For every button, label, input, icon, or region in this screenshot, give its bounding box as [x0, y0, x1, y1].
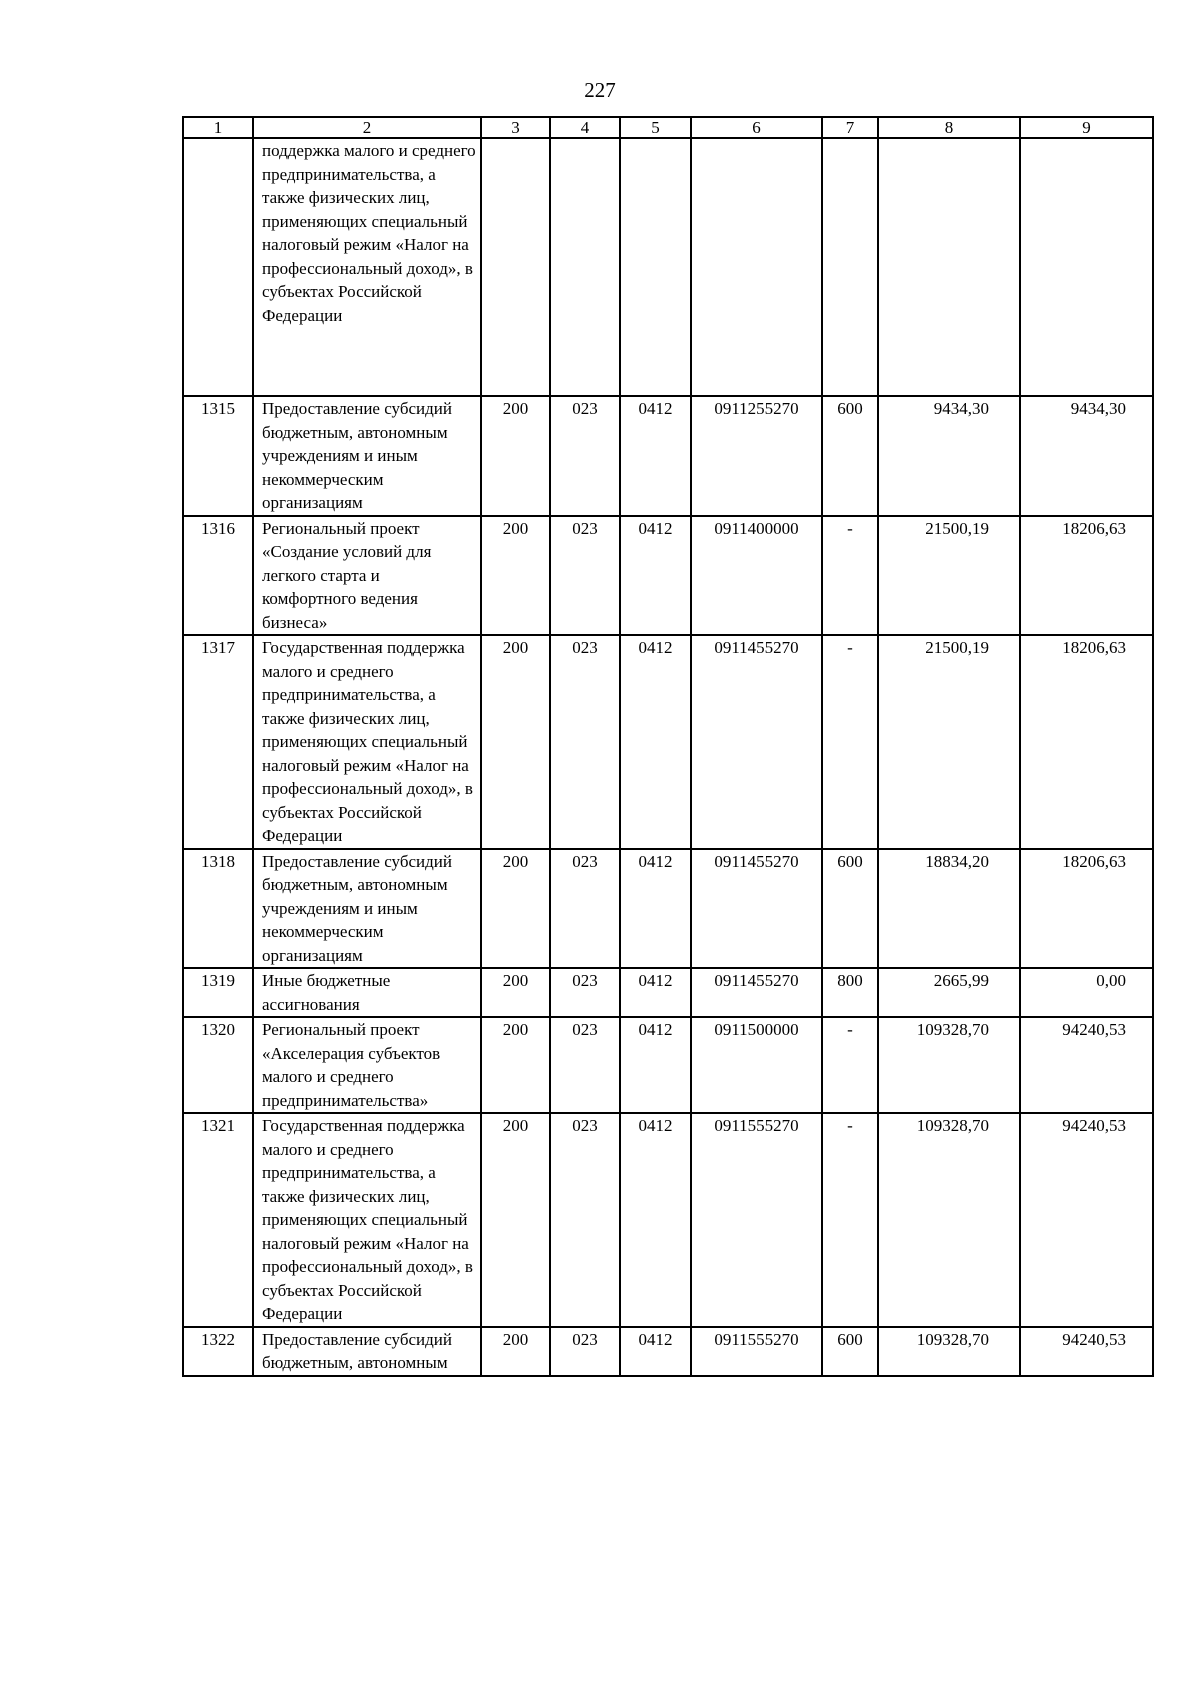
- row-number: 1317: [183, 635, 253, 849]
- code-col3: [481, 138, 550, 396]
- amount-col8: 109328,70: [878, 1113, 1020, 1327]
- column-header: 6: [691, 117, 822, 138]
- code-col4: 023: [550, 396, 620, 516]
- code-col5: 0412: [620, 849, 691, 969]
- column-header: 2: [253, 117, 481, 138]
- budget-table: [182, 116, 1154, 1377]
- code-col5: 0412: [620, 1113, 691, 1327]
- amount-col8: 18834,20: [878, 849, 1020, 969]
- amount-col9: [1020, 138, 1153, 396]
- column-header: 4: [550, 117, 620, 138]
- code-col6: 0911400000: [691, 516, 822, 636]
- item-name: Региональный проект «Создание условий для легкого старта и комфортного ведения бизнеса»: [253, 516, 481, 636]
- code-col4: 023: [550, 1327, 620, 1376]
- code-col7: 800: [822, 968, 878, 1017]
- code-col3: 200: [481, 849, 550, 969]
- amount-col9: 18206,63: [1020, 849, 1153, 969]
- item-name: Государственная поддержка малого и среднего предпринимательства, а также физических лиц, применяющих специальный налоговый режим «Налог на профессиональный доход», в субъектах Российской Федерации: [253, 635, 481, 849]
- amount-col8: 21500,19: [878, 635, 1020, 849]
- code-col6: 0911455270: [691, 968, 822, 1017]
- table-row: [183, 1327, 1153, 1376]
- column-header: 9: [1020, 117, 1153, 138]
- code-col3: 200: [481, 1017, 550, 1113]
- table-row: [183, 849, 1153, 969]
- amount-col9: 94240,53: [1020, 1017, 1153, 1113]
- column-header: 8: [878, 117, 1020, 138]
- code-col4: 023: [550, 1113, 620, 1327]
- code-col3: 200: [481, 1327, 550, 1376]
- code-col5: 0412: [620, 968, 691, 1017]
- table-row: [183, 1017, 1153, 1113]
- code-col5: 0412: [620, 1327, 691, 1376]
- amount-col9: 18206,63: [1020, 635, 1153, 849]
- code-col5: 0412: [620, 635, 691, 849]
- item-name: Предоставление субсидий бюджетным, автономным учреждениям и иным некоммерческим организациям: [253, 396, 481, 516]
- code-col7: 600: [822, 1327, 878, 1376]
- row-number: [183, 138, 253, 396]
- code-col4: 023: [550, 849, 620, 969]
- code-col4: [550, 138, 620, 396]
- amount-col9: 9434,30: [1020, 396, 1153, 516]
- amount-col9: 94240,53: [1020, 1113, 1153, 1327]
- amount-col8: [878, 138, 1020, 396]
- column-header: 1: [183, 117, 253, 138]
- item-name: Государственная поддержка малого и среднего предпринимательства, а также физических лиц, применяющих специальный налоговый режим «Налог на профессиональный доход», в субъектах Российской Федерации: [253, 1113, 481, 1327]
- row-number: 1320: [183, 1017, 253, 1113]
- code-col7: 600: [822, 849, 878, 969]
- amount-col9: 18206,63: [1020, 516, 1153, 636]
- code-col6: 0911555270: [691, 1113, 822, 1327]
- item-name: Региональный проект «Акселерация субъектов малого и среднего предпринимательства»: [253, 1017, 481, 1113]
- row-number: 1315: [183, 396, 253, 516]
- code-col7: -: [822, 516, 878, 636]
- code-col5: 0412: [620, 1017, 691, 1113]
- code-col3: 200: [481, 635, 550, 849]
- column-number-row: [183, 117, 1153, 138]
- amount-col8: 21500,19: [878, 516, 1020, 636]
- code-col4: 023: [550, 516, 620, 636]
- amount-col8: 109328,70: [878, 1017, 1020, 1113]
- code-col3: 200: [481, 516, 550, 636]
- code-col5: 0412: [620, 396, 691, 516]
- code-col6: [691, 138, 822, 396]
- code-col5: 0412: [620, 516, 691, 636]
- table-row: [183, 396, 1153, 516]
- code-col5: [620, 138, 691, 396]
- row-number: 1318: [183, 849, 253, 969]
- table-row: [183, 138, 1153, 396]
- code-col4: 023: [550, 1017, 620, 1113]
- code-col4: 023: [550, 968, 620, 1017]
- item-name: Предоставление субсидий бюджетным, автономным: [253, 1327, 481, 1376]
- item-name: Предоставление субсидий бюджетным, автономным учреждениям и иным некоммерческим организациям: [253, 849, 481, 969]
- amount-col9: 0,00: [1020, 968, 1153, 1017]
- code-col6: 0911455270: [691, 849, 822, 969]
- code-col7: -: [822, 1113, 878, 1327]
- column-header: 3: [481, 117, 550, 138]
- code-col6: 0911555270: [691, 1327, 822, 1376]
- column-header: 5: [620, 117, 691, 138]
- item-name: поддержка малого и среднего предпринимательства, а также физических лиц, применяющих специальный налоговый режим «Налог на профессиональный доход», в субъектах Российской Федерации: [253, 138, 481, 396]
- row-number: 1316: [183, 516, 253, 636]
- column-header: 7: [822, 117, 878, 138]
- row-number: 1319: [183, 968, 253, 1017]
- row-number: 1321: [183, 1113, 253, 1327]
- code-col7: -: [822, 635, 878, 849]
- code-col7: 600: [822, 396, 878, 516]
- code-col6: 0911455270: [691, 635, 822, 849]
- amount-col8: 9434,30: [878, 396, 1020, 516]
- code-col4: 023: [550, 635, 620, 849]
- amount-col9: 94240,53: [1020, 1327, 1153, 1376]
- table-row: [183, 968, 1153, 1017]
- page-number: 227: [584, 78, 616, 102]
- code-col3: 200: [481, 1113, 550, 1327]
- amount-col8: 2665,99: [878, 968, 1020, 1017]
- code-col6: 0911255270: [691, 396, 822, 516]
- code-col7: -: [822, 1017, 878, 1113]
- item-name: Иные бюджетные ассигнования: [253, 968, 481, 1017]
- table-row: [183, 635, 1153, 849]
- table-row: [183, 516, 1153, 636]
- code-col6: 0911500000: [691, 1017, 822, 1113]
- code-col3: 200: [481, 968, 550, 1017]
- amount-col8: 109328,70: [878, 1327, 1020, 1376]
- code-col7: [822, 138, 878, 396]
- row-number: 1322: [183, 1327, 253, 1376]
- table-row: [183, 1113, 1153, 1327]
- code-col3: 200: [481, 396, 550, 516]
